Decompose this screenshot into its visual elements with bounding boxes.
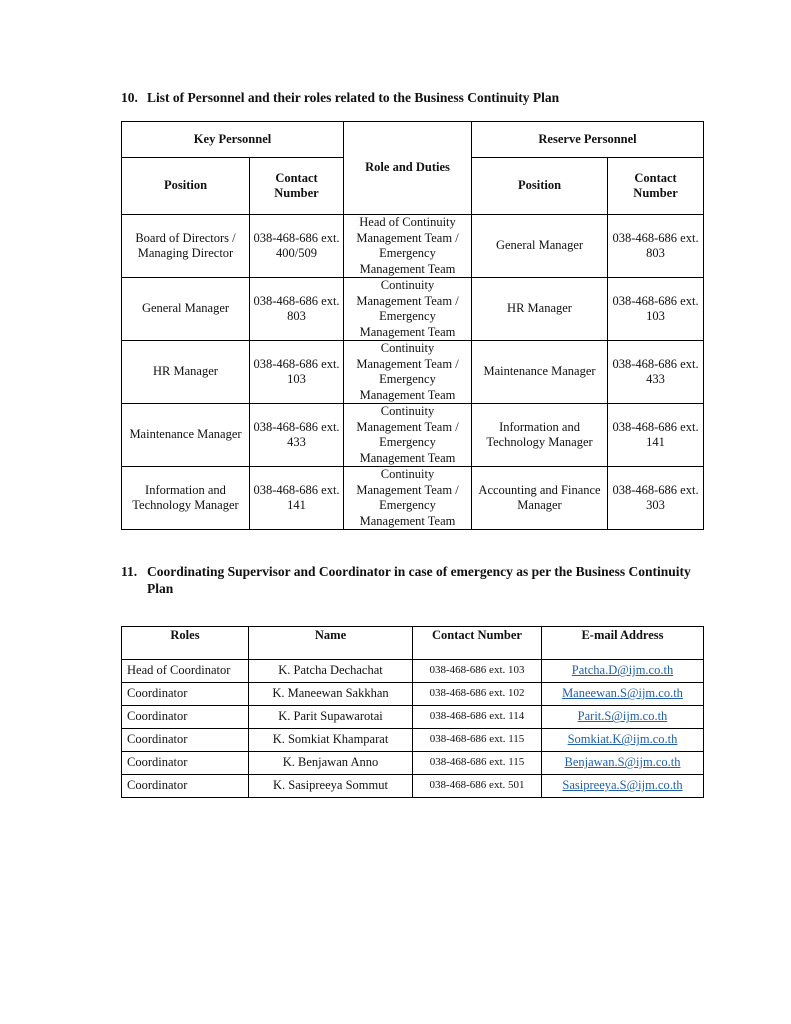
roles-header: Roles [122, 627, 249, 660]
table-header-row [122, 627, 704, 660]
reserve-personnel-header: Reserve Personnel [472, 122, 704, 158]
role-duties: Head of Continuity Management Team / Emergency Management Team [344, 215, 472, 278]
table-row [122, 660, 704, 683]
section-10-title: List of Personnel and their roles related to the Business Continuity Plan [147, 90, 560, 105]
key-position: General Manager [122, 278, 250, 341]
coordinator-table [121, 626, 704, 798]
reserve-position: Maintenance Manager [472, 341, 608, 404]
table-header-row [122, 122, 704, 158]
key-contact-header: Contact Number [250, 158, 344, 215]
section-11-heading [121, 563, 701, 597]
coordinator-name: K. Parit Supawarotai [249, 706, 413, 729]
key-position: Maintenance Manager [122, 404, 250, 467]
coordinator-contact: 038-468-686 ext. 115 [413, 729, 542, 752]
table-row [122, 752, 704, 775]
coordinator-contact: 038-468-686 ext. 103 [413, 660, 542, 683]
coordinator-name: K. Benjawan Anno [249, 752, 413, 775]
reserve-contact: 038-468-686 ext. 433 [608, 341, 704, 404]
name-header: Name [249, 627, 413, 660]
email-link[interactable]: Parit.S@ijm.co.th [577, 709, 668, 724]
section-11-number: 11. [121, 564, 138, 579]
key-contact: 038-468-686 ext. 141 [250, 467, 344, 530]
key-contact: 038-468-686 ext. 433 [250, 404, 344, 467]
table-row [122, 706, 704, 729]
reserve-position: Accounting and Finance Manager [472, 467, 608, 530]
section-11-title: Coordinating Supervisor and Coordinator in case of emergency as per the Business Continuity Plan [147, 564, 691, 596]
role-and-duties-header: Role and Duties [344, 122, 472, 215]
table-row [122, 215, 704, 278]
personnel-roles-table [121, 121, 704, 530]
coordinator-name: K. Somkiat Khamparat [249, 729, 413, 752]
coordinator-name: K. Sasipreeya Sommut [249, 775, 413, 798]
coordinator-role: Coordinator [122, 775, 249, 798]
table-row [122, 404, 704, 467]
key-contact: 038-468-686 ext. 400/509 [250, 215, 344, 278]
reserve-contact: 038-468-686 ext. 303 [608, 467, 704, 530]
role-duties: Continuity Management Team / Emergency Management Team [344, 341, 472, 404]
key-personnel-header: Key Personnel [122, 122, 344, 158]
email-link[interactable]: Sasipreeya.S@ijm.co.th [562, 778, 683, 793]
table-row [122, 341, 704, 404]
reserve-contact-header: Contact Number [608, 158, 704, 215]
coordinator-name: K. Maneewan Sakkhan [249, 683, 413, 706]
coordinator-role: Coordinator [122, 729, 249, 752]
email-link[interactable]: Maneewan.S@ijm.co.th [562, 686, 683, 701]
role-duties: Continuity Management Team / Emergency Management Team [344, 404, 472, 467]
contact-number-header: Contact Number [413, 627, 542, 660]
table-row [122, 467, 704, 530]
key-position: HR Manager [122, 341, 250, 404]
key-position: Information and Technology Manager [122, 467, 250, 530]
coordinator-contact: 038-468-686 ext. 115 [413, 752, 542, 775]
reserve-contact: 038-468-686 ext. 103 [608, 278, 704, 341]
coordinator-name: K. Patcha Dechachat [249, 660, 413, 683]
key-position: Board of Directors / Managing Director [122, 215, 250, 278]
email-link[interactable]: Somkiat.K@ijm.co.th [567, 732, 678, 747]
coordinator-role: Coordinator [122, 683, 249, 706]
role-duties: Continuity Management Team / Emergency Management Team [344, 278, 472, 341]
table-row [122, 729, 704, 752]
role-duties: Continuity Management Team / Emergency Management Team [344, 467, 472, 530]
reserve-contact: 038-468-686 ext. 141 [608, 404, 704, 467]
table-row [122, 683, 704, 706]
section-10-heading [121, 89, 721, 106]
coordinator-role: Head of Coordinator [122, 660, 249, 683]
coordinator-contact: 038-468-686 ext. 501 [413, 775, 542, 798]
reserve-contact: 038-468-686 ext. 803 [608, 215, 704, 278]
coordinator-role: Coordinator [122, 752, 249, 775]
email-header: E-mail Address [542, 627, 704, 660]
reserve-position-header: Position [472, 158, 608, 215]
reserve-position: HR Manager [472, 278, 608, 341]
email-link[interactable]: Benjawan.S@ijm.co.th [564, 755, 681, 770]
reserve-position: Information and Technology Manager [472, 404, 608, 467]
table-row [122, 278, 704, 341]
coordinator-contact: 038-468-686 ext. 114 [413, 706, 542, 729]
coordinator-role: Coordinator [122, 706, 249, 729]
key-position-header: Position [122, 158, 250, 215]
section-10-number: 10. [121, 90, 138, 105]
key-contact: 038-468-686 ext. 103 [250, 341, 344, 404]
email-link[interactable]: Patcha.D@ijm.co.th [571, 663, 674, 678]
coordinator-contact: 038-468-686 ext. 102 [413, 683, 542, 706]
table-row [122, 775, 704, 798]
key-contact: 038-468-686 ext. 803 [250, 278, 344, 341]
reserve-position: General Manager [472, 215, 608, 278]
